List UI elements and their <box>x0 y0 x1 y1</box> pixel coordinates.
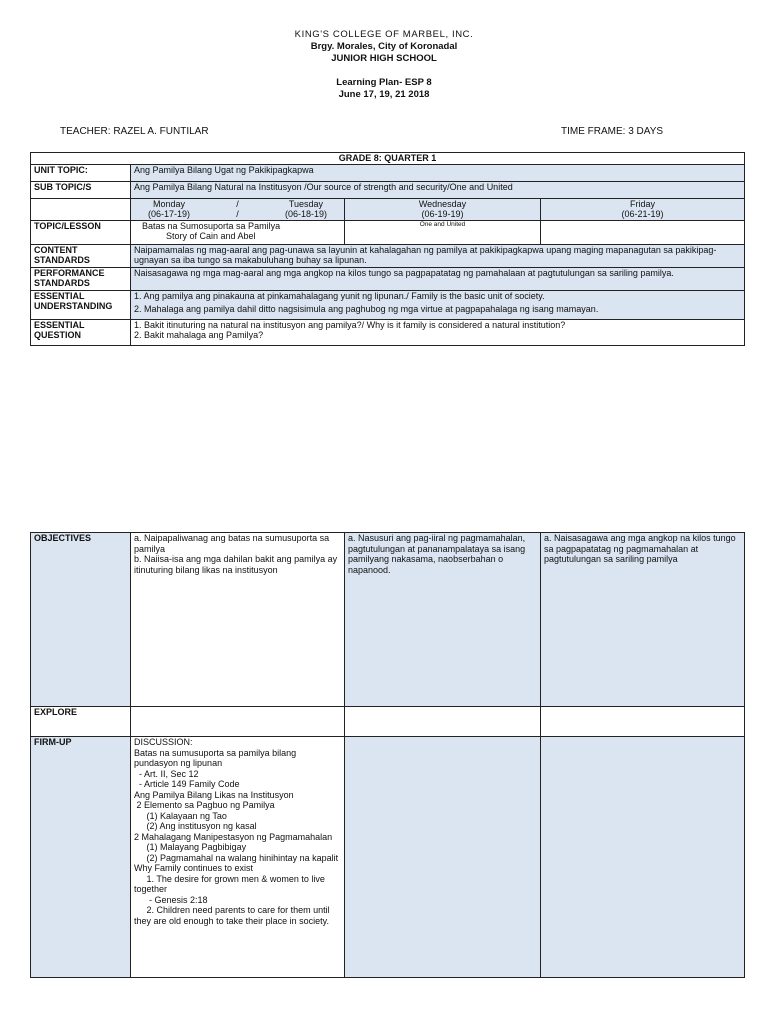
unit-topic-row <box>31 164 745 181</box>
firmup-row <box>31 737 745 978</box>
content-standards-label: CONTENT STANDARDS <box>31 244 131 267</box>
essential-understanding-label: ESSENTIAL UNDERSTANDING <box>31 290 131 319</box>
essential-question-label: ESSENTIAL QUESTION <box>31 319 131 345</box>
explore-friday <box>541 707 745 737</box>
explore-row <box>31 707 745 737</box>
topic-lesson-friday <box>541 220 745 244</box>
school-address: Brgy. Morales, City of Koronadal <box>310 41 458 52</box>
days-blank-cell <box>31 198 131 220</box>
essential-question-2: 2. Bakit mahalaga ang Pamilya? <box>134 330 264 340</box>
performance-standards-label: PERFORMANCE STANDARDS <box>31 267 131 290</box>
essential-question-value <box>131 319 745 345</box>
document-header <box>0 29 768 101</box>
days-row <box>31 198 745 220</box>
tuesday-col <box>285 199 327 220</box>
unit-topic-label: UNIT TOPIC: <box>31 164 131 181</box>
explore-label: EXPLORE <box>31 707 131 737</box>
topic-lesson-2: Story of Cain and Abel <box>166 231 256 241</box>
essential-understanding-2: 2. Mahalaga ang pamilya dahil ditto nagsisimula ang paghubog ng mga virtue at pagpapahalaga ng isang mamayan. <box>134 304 599 314</box>
topic-lesson-1: Batas na Sumosuporta sa Pamilya <box>142 220 281 231</box>
firmup-label: FIRM-UP <box>31 737 131 978</box>
department-name: JUNIOR HIGH SCHOOL <box>331 53 437 64</box>
grade-row <box>31 153 745 165</box>
objectives-row <box>31 533 745 707</box>
essential-question-1: 1. Bakit itinuturing na natural na institusyon ang pamilya?/ Why is it family is considered a natural institution? <box>134 319 566 330</box>
firmup-wednesday <box>345 737 541 978</box>
monday-label: Monday <box>153 198 186 209</box>
friday-header <box>541 198 745 220</box>
essential-understanding-1: 1. Ang pamilya ang pinakauna at pinkamahalagang yunit ng lipunan./ Family is the basic unit of society. <box>134 290 545 301</box>
content-standards-value: Naipamamalas ng mag-aaral ang pag-unawa sa layunin at kahalagahan ng pamilya at pakikipagkapwa upang maging mapanagutan sa pakikipag-ugnayan sa iba tungo sa makabuluhang buhay sa lipunan. <box>131 244 745 267</box>
topic-lesson-wednesday: One and United <box>345 220 541 244</box>
plan-title: Learning Plan- ESP 8 <box>336 77 432 88</box>
time-frame-label: TIME FRAME: 3 DAYS <box>561 126 664 137</box>
learning-plan-bottom-table <box>30 532 745 978</box>
performance-standards-value: Naisasagawa ng mga mag-aaral ang mga angkop na kilos tungo sa pagpapatatag ng pamahalaan at pagtutulungan sa sariling pamilya. <box>131 267 745 290</box>
wednesday-header <box>345 198 541 220</box>
monday-tuesday-header <box>131 198 345 220</box>
topic-lesson-row <box>31 220 745 244</box>
firmup-friday <box>541 737 745 978</box>
unit-topic-value: Ang Pamilya Bilang Ugat ng Pakikipagkapwa <box>131 164 745 181</box>
objectives-monday: a. Naipapaliwanag ang batas na sumusuporta sa pamilya b. Naiisa-isa ang mga dahilan bakit ang pamilya ay itinuturing bilang likas na institusyon <box>131 533 345 707</box>
monday-col <box>148 199 190 220</box>
tuesday-date: (06-18-19) <box>284 209 327 219</box>
friday-label: Friday <box>630 198 656 209</box>
monday-date: (06-17-19) <box>148 209 191 219</box>
essential-question-row <box>31 319 745 345</box>
topic-lesson-label: TOPIC/LESSON <box>31 220 131 244</box>
teacher-label: TEACHER: RAZEL A. FUNTILAR <box>60 126 209 137</box>
objectives-friday: a. Naisasagawa ang mga angkop na kilos tungo sa pagpapatatag ng pagmamahalan at pagtutulungan sa sariling pamilya <box>541 533 745 707</box>
objectives-label: OBJECTIVES <box>31 533 131 707</box>
wednesday-date: (06-19-19) <box>421 209 464 219</box>
tuesday-label: Tuesday <box>288 198 324 209</box>
sub-topic-value: Ang Pamilya Bilang Natural na Institusyon /Our source of strength and security/One and United <box>131 181 745 198</box>
learning-plan-top-table <box>30 152 745 346</box>
essential-understanding-row <box>31 290 745 319</box>
performance-standards-row <box>31 267 745 290</box>
wednesday-label: Wednesday <box>418 198 467 209</box>
sub-topic-row <box>31 181 745 198</box>
friday-date: (06-21-19) <box>621 209 664 219</box>
plan-dates: June 17, 19, 21 2018 <box>338 89 430 100</box>
topic-lesson-monday-tuesday <box>131 220 345 244</box>
explore-monday <box>131 707 345 737</box>
explore-wednesday <box>345 707 541 737</box>
objectives-wednesday: a. Nasusuri ang pag-iiral ng pagmamahalan, pagtutulungan at pananampalataya sa isang pamilyang nakasama, naobserbahan o napanood. <box>345 533 541 707</box>
grade-quarter-title: GRADE 8: QUARTER 1 <box>31 153 745 165</box>
day-separator: / / <box>236 198 239 219</box>
firmup-monday: DISCUSSION: Batas na sumusuporta sa pamilya bilang pundasyon ng lipunan - Art. II, Sec 12 - Article 149 Family Code Ang Pamilya Bilang Likas na Institusyon 2 Elemento sa Pagbuo ng Pamilya (1) Kalayaan ng Tao (2) Ang institusyon ng kasal 2 Mahalagang Manipestasyon ng Pagmamahalan (1) Malayang Pagbibigay (2) Pagmamahal na walang hinihintay na kapalit Why Family continues to exist 1. The desire for grown men & women to live together - Genesis 2:18 2. Children need parents to care for them until they are old enough to take their place in society. <box>131 737 345 978</box>
sub-topic-label: SUB TOPIC/S <box>31 181 131 198</box>
essential-understanding-value <box>131 290 745 319</box>
content-standards-row <box>31 244 745 267</box>
school-name: KING'S COLLEGE OF MARBEL, INC. <box>294 29 474 40</box>
